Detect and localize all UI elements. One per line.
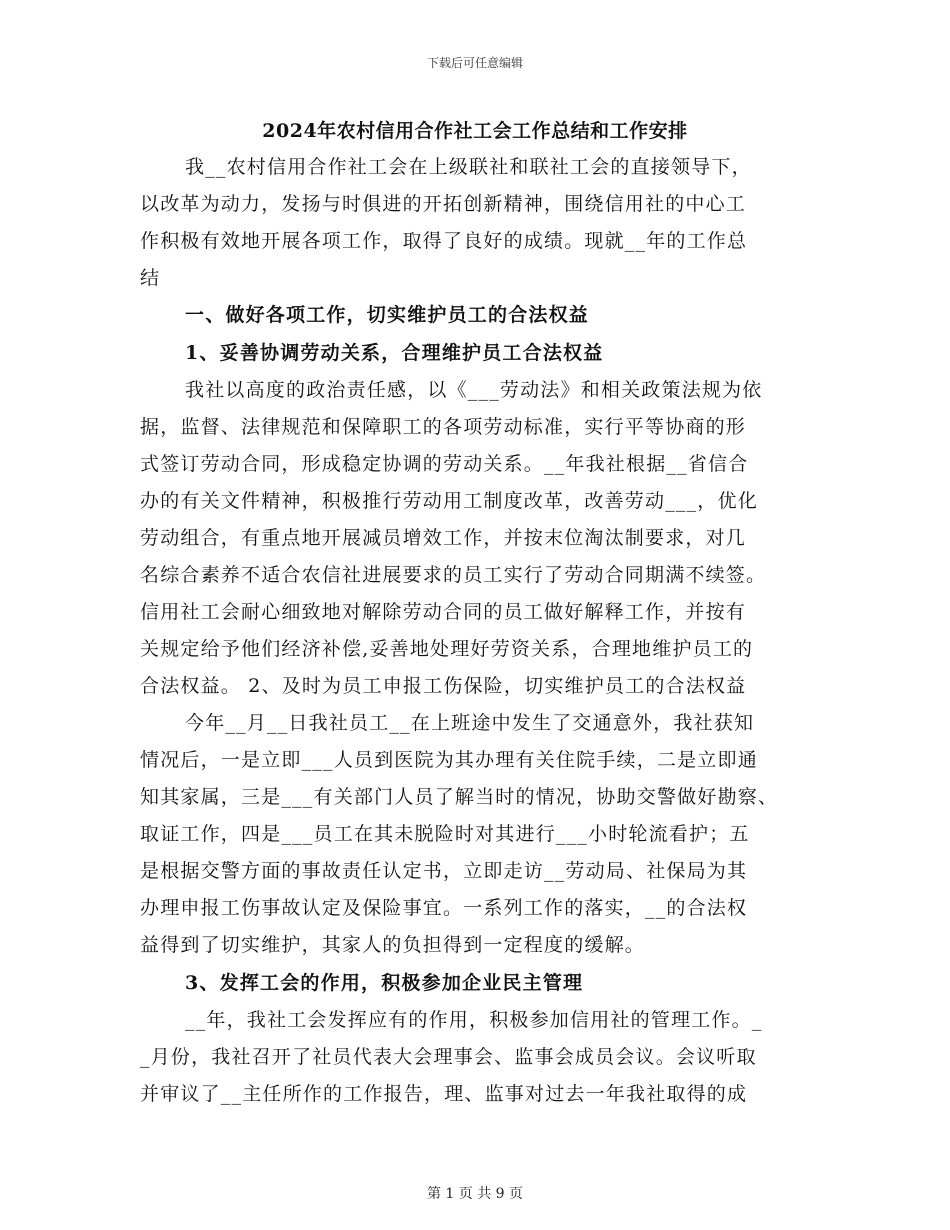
- body-line: __年，我社工会发挥应有的作用，积极参加信用社的管理工作。_: [185, 1009, 763, 1031]
- body-line: 情况后，一是立即___人员到医院为其办理有关住院手续，二是立即通: [140, 749, 758, 771]
- body-line: 名综合素养不适合农信社进展要求的员工实行了劳动合同期满不续签。: [140, 564, 767, 586]
- body-line: 作积极有效地开展各项工作，取得了良好的成绩。现就__年的工作总: [140, 230, 748, 252]
- body-line: 并审议了__主任所作的工作报告，理、监事对过去一年我社取得的成: [140, 1083, 748, 1105]
- document-title: 2024年农村信用合作社工会工作总结和工作安排: [262, 120, 688, 142]
- body-line: 今年__月__日我社员工__在上班途中发生了交通意外，我社获知: [185, 712, 755, 734]
- body-line: 取证工作，四是___员工在其未脱险时对其进行___小时轮流看护；五: [140, 823, 750, 845]
- body-line: 是根据交警方面的事故责任认定书，立即走访__劳动局、社保局为其: [140, 860, 748, 882]
- body-line: 知其家属，三是___有关部门人员了解当时的情况，协助交警做好勘察、: [140, 786, 779, 808]
- body-line: 信用社工会耐心细致地对解除劳动合同的员工做好解释工作，并按有: [140, 601, 747, 623]
- body-line: 关规定给予他们经济补偿,妥善地处理好劳资关系，合理地维护员工的: [140, 638, 754, 660]
- body-line: 办的有关文件精神，积极推行劳动用工制度改革，改善劳动___，优化: [140, 490, 758, 512]
- body-line: 式签订劳动合同，形成稳定协调的劳动关系。__年我社根据__省信合: [140, 453, 749, 475]
- body-line: 据，监督、法律规范和保障职工的各项劳动标准，实行平等协商的形: [140, 416, 747, 438]
- body-line: 益得到了切实维护，其家人的负担得到一定程度的缓解。: [140, 934, 646, 956]
- body-line: _月份，我社召开了社员代表大会理事会、监事会成员会议。会议听取: [140, 1046, 757, 1068]
- body-line: 结: [140, 267, 161, 289]
- body-line: 我__农村信用合作社工会在上级联社和联社工会的直接领导下，: [185, 156, 752, 178]
- header-note: 下载后可任意编辑: [426, 56, 523, 70]
- body-line: 办理申报工伤事故认定及保险事宜。一系列工作的落实，__的合法权: [140, 897, 748, 919]
- body-line: 以改革为动力，发扬与时俱进的开拓创新精神，围绕信用社的中心工: [140, 193, 747, 215]
- body-line: 合法权益。 2、及时为员工申报工伤保险，切实维护员工的合法权益: [140, 675, 747, 697]
- subsection-heading: 3、发挥工会的作用，积极参加企业民主管理: [185, 972, 584, 994]
- body-line: 我社以高度的政治责任感，以《___劳动法》和相关政策法规为依: [185, 379, 763, 401]
- subsection-heading: 1、妥善协调劳动关系，合理维护员工合法权益: [185, 342, 604, 364]
- page-number-footer: 第 1 页 共 9 页: [426, 1186, 524, 1202]
- body-line: 劳动组合，有重点地开展减员增效工作，并按末位淘汰制要求，对几: [140, 527, 747, 549]
- section-heading: 一、做好各项工作，切实维护员工的合法权益: [185, 304, 590, 326]
